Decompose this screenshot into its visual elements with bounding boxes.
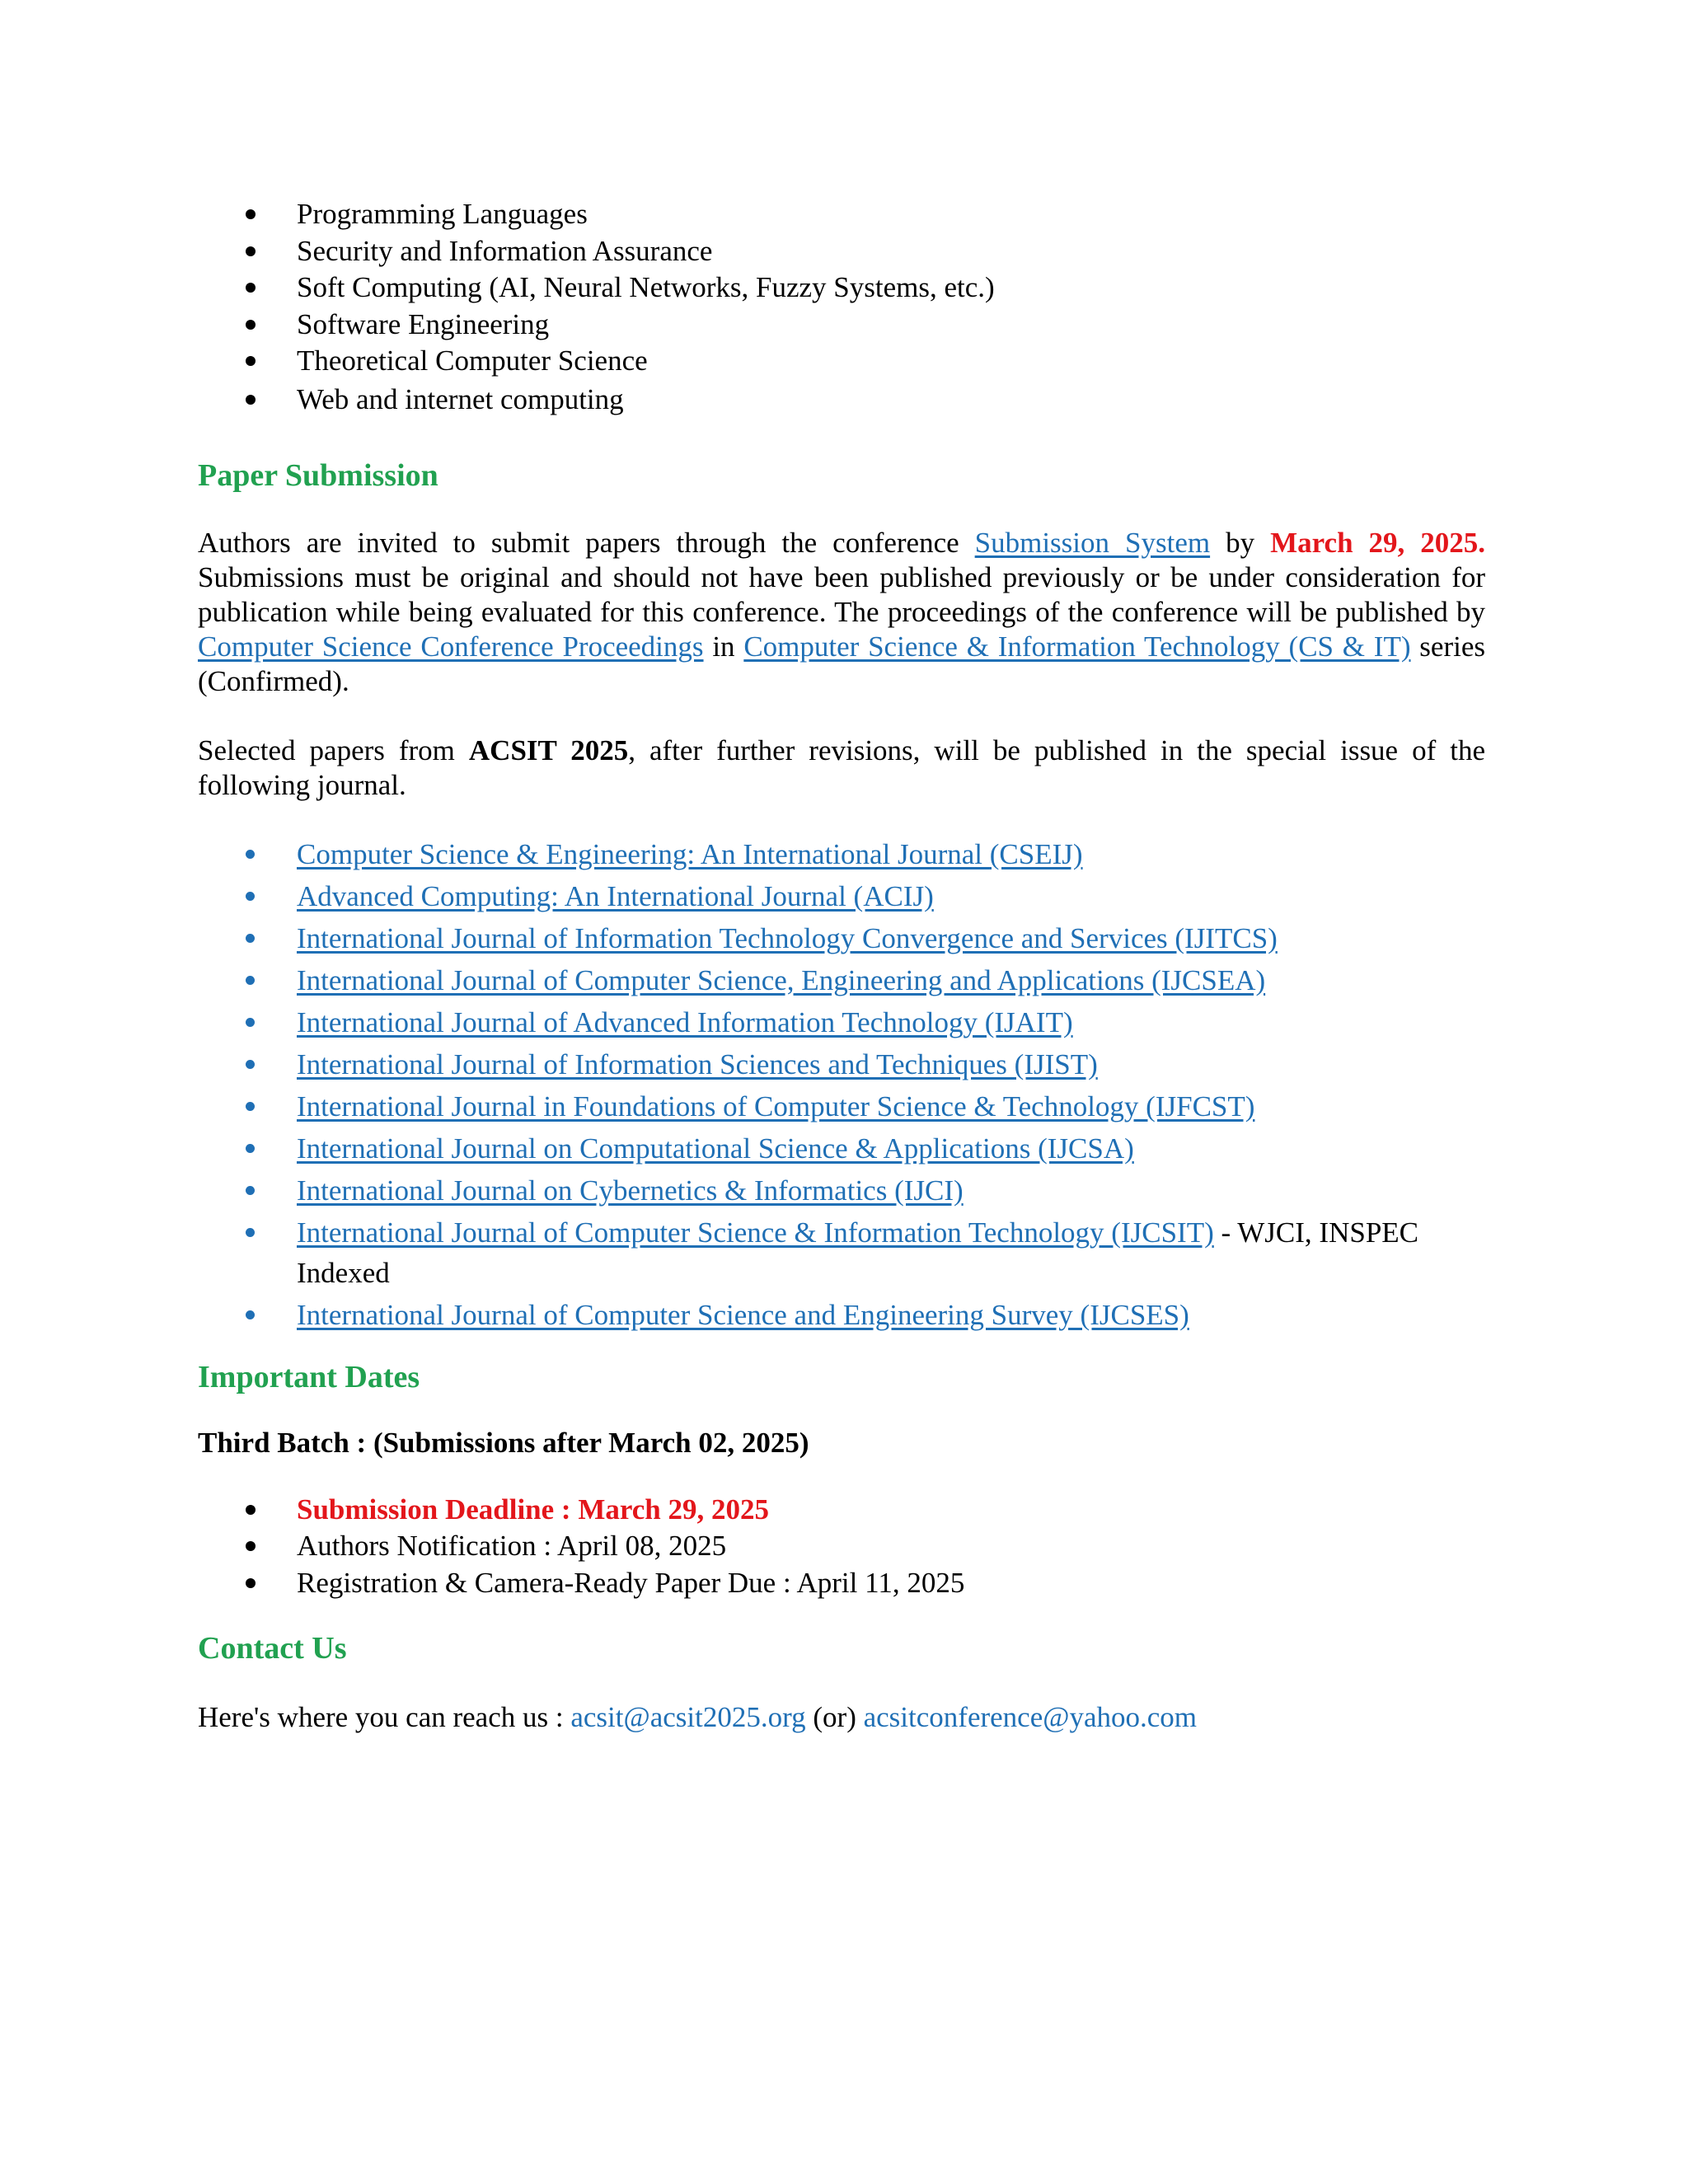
journal-link-ijist[interactable]: International Journal of Information Sciences and Techniques (IJIST) (297, 1047, 1098, 1080)
journal-link-ijait[interactable]: International Journal of Advanced Information Technology (IJAIT) (297, 1005, 1073, 1038)
bullet-icon (246, 356, 256, 366)
bullet-icon (246, 934, 255, 943)
bullet-icon (246, 283, 256, 293)
journal-item (198, 1170, 1485, 1211)
deadline-date: Submission Deadline : March 29, 2025 (297, 1493, 770, 1526)
bullet-icon (246, 1186, 255, 1195)
email-link-primary[interactable]: acsit@acsit2025.org (570, 1701, 806, 1734)
journal-item (198, 1128, 1485, 1169)
document-page (198, 196, 1485, 1735)
bullet-icon (246, 1144, 255, 1153)
batch-label: Third Batch : (Submissions after March 02, 2025) (198, 1426, 809, 1459)
journal-item (198, 918, 1485, 958)
bullet-icon (246, 1505, 256, 1515)
bullet-icon (246, 320, 256, 330)
bullet-icon (246, 1060, 255, 1069)
cs-conference-proceedings-link[interactable]: Computer Science Conference Proceedings (198, 630, 704, 663)
bullet-icon (246, 1228, 255, 1237)
topic-item: Software Engineering (198, 307, 1485, 344)
bullet-icon (246, 850, 255, 859)
important-dates-heading: Important Dates (198, 1359, 420, 1394)
bullet-icon (246, 1310, 255, 1319)
journal-item (198, 1086, 1485, 1127)
journal-item (198, 1002, 1485, 1043)
journal-item (198, 1295, 1485, 1335)
bullet-icon (246, 1541, 256, 1551)
submission-system-link[interactable]: Submission System (974, 526, 1211, 559)
contact-heading: Contact Us (198, 1631, 347, 1666)
topic-item: Theoretical Computer Science (198, 343, 1485, 380)
contact-paragraph: Here's where you can reach us : acsit@acsit2025.org (or) acsitconference@yahoo.com (198, 1701, 1198, 1734)
dates-list (198, 1492, 1485, 1602)
bullet-icon (246, 209, 256, 219)
bullet-icon (246, 395, 256, 405)
submission-deadline-date: March 29, 2025. (1270, 526, 1486, 559)
journal-link-ijcsit[interactable]: International Journal of Computer Science & Information Technology (IJCSIT) (297, 1216, 1214, 1249)
bullet-icon (246, 246, 256, 256)
journal-link-ijitcs[interactable]: International Journal of Information Technology Convergence and Services (IJITCS) (297, 921, 1278, 954)
topics-list (198, 196, 1485, 419)
date-item (198, 1565, 1485, 1602)
cs-it-series-link[interactable]: Computer Science & Information Technology (CS & IT) (743, 630, 1411, 663)
journals-list (198, 834, 1485, 1335)
journal-index-note: - WJCI, INSPEC Indexed (297, 1216, 1419, 1289)
topic-item: Programming Languages (198, 196, 1485, 233)
bullet-icon (246, 1102, 255, 1111)
journal-link-ijci[interactable]: International Journal on Cybernetics & Informatics (IJCI) (297, 1174, 964, 1207)
journal-link-ijcsea[interactable]: International Journal of Computer Science, Engineering and Applications (IJCSEA) (297, 963, 1266, 996)
topic-item: Security and Information Assurance (198, 233, 1485, 270)
journal-item (198, 960, 1485, 1001)
journal-link-ijcsa[interactable]: International Journal on Computational Science & Applications (IJCSA) (297, 1132, 1134, 1165)
bullet-icon (246, 892, 255, 901)
journal-link-acij[interactable]: Advanced Computing: An International Journal (ACIJ) (297, 879, 934, 912)
journal-item (198, 1212, 1485, 1293)
journal-item (198, 834, 1485, 874)
bullet-icon (246, 1018, 255, 1027)
journal-link-cseij[interactable]: Computer Science & Engineering: An International Journal (CSEIJ) (297, 837, 1083, 870)
email-link-secondary[interactable]: acsitconference@yahoo.com (863, 1701, 1198, 1734)
journal-link-ijcses[interactable]: International Journal of Computer Science and Engineering Survey (IJCSES) (297, 1298, 1189, 1331)
date-item (198, 1492, 1485, 1529)
topic-item: Web and internet computing (198, 382, 1485, 419)
submission-paragraph: Authors are invited to submit papers through the conference Submission System by March 29, 2025. Submissions must be original and should not have been published previously or be under consideration for publication while being evaluated for this conference. The proceedings of the conference will be published by Computer Science Conference Proceedings in Computer Science & Information Technology (CS & IT) series (Confirmed). (198, 526, 1486, 697)
bullet-icon (246, 976, 255, 985)
selected-papers-paragraph: Selected papers from ACSIT 2025, after further revisions, will be published in the special issue of the following journal. (198, 733, 1485, 801)
journal-item (198, 1044, 1485, 1085)
journal-link-ijfcst[interactable]: International Journal in Foundations of Computer Science & Technology (IJFCST) (297, 1090, 1255, 1122)
conference-name: ACSIT 2025 (468, 733, 629, 766)
bullet-icon (246, 1578, 256, 1588)
notification-date: Authors Notification : April 08, 2025 (297, 1530, 727, 1563)
date-item (198, 1528, 1485, 1565)
journal-item (198, 876, 1485, 916)
paper-submission-heading: Paper Submission (198, 457, 438, 493)
registration-date: Registration & Camera-Ready Paper Due : April 11, 2025 (297, 1566, 965, 1599)
topic-item: Soft Computing (AI, Neural Networks, Fuzzy Systems, etc.) (198, 269, 1485, 307)
